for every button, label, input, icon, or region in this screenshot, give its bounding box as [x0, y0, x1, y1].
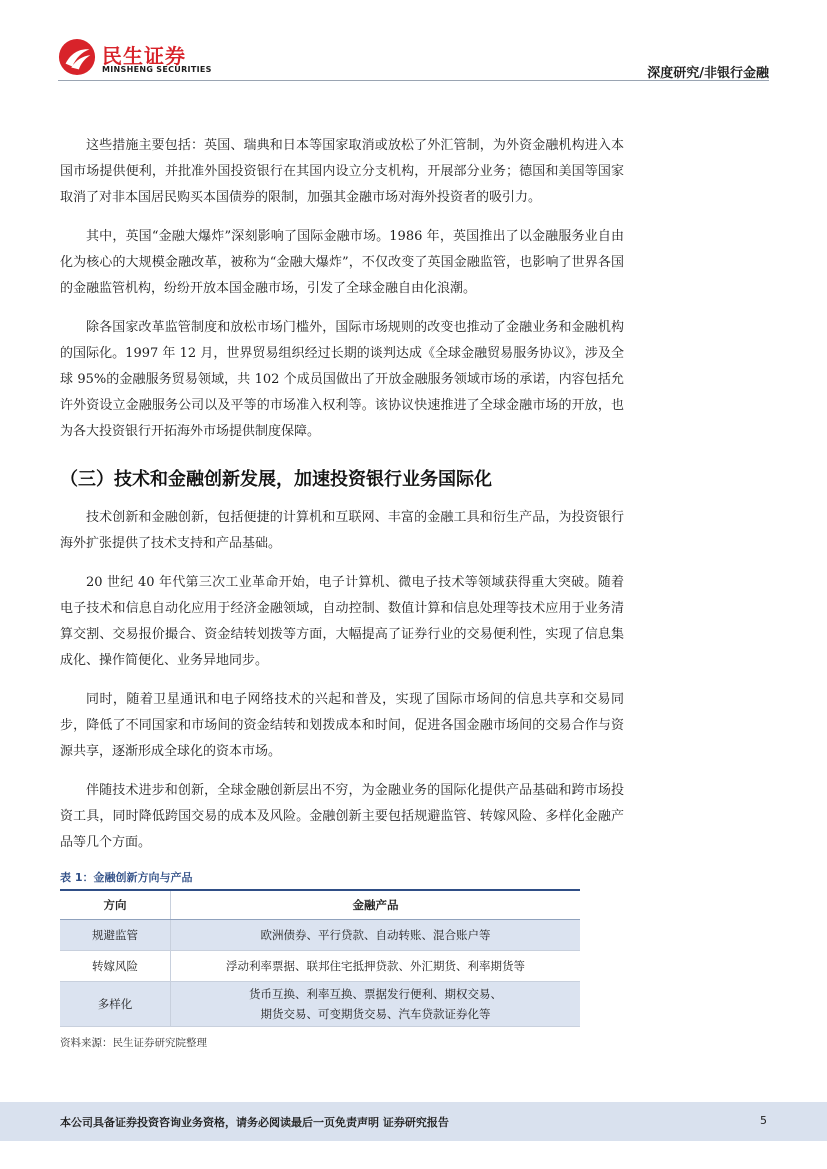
- products-line: 期货交易、可变期货交易、汽车贷款证券化等: [260, 1007, 491, 1021]
- direction-cell: 多样化: [60, 982, 171, 1027]
- table-row: [60, 920, 580, 951]
- report-body: [60, 133, 624, 1050]
- section-heading: （三）技术和金融创新发展，加速投资银行业务国际化: [60, 469, 492, 490]
- column-header-products: 金融产品: [171, 891, 581, 920]
- footer-disclaimer: 本公司具备证券投资咨询业务资格，请务必阅读最后一页免责声明 证券研究报告: [60, 1116, 449, 1129]
- table-header-row: [60, 891, 580, 920]
- logo-english-name: MINSHENG SECURITIES: [102, 65, 212, 74]
- column-header-direction: 方向: [60, 891, 171, 920]
- header-divider: [58, 80, 769, 81]
- paragraph: 除各国家改革监管制度和放松市场门槛外，国际市场规则的改变也推动了金融业务和金融机构的国际化。1997 年 12 月，世界贸易组织经过长期的谈判达成《全球金融贸易服务协议》，涉及全球 95%的金融服务贸易领域，共 102 个成员国做出了开放金融服务领域市场的承诺，内容包括允许外资设立金融服务公司以及平等的市场准入权利等。该协议快速推进了全球金融市场的开放，也为各大投资银行开拓海外市场提供制度保障。: [60, 320, 624, 439]
- products-line: 货币互换、利率互换、票据发行便利、期权交易、: [249, 987, 502, 1001]
- page-footer: [0, 1102, 827, 1141]
- paragraph: 伴随技术进步和创新，全球金融创新层出不穷，为金融业务的国际化提供产品基础和跨市场投资工具，同时降低跨国交易的成本及风险。金融创新主要包括规避监管、转嫁风险、多样化金融产品等几个方面。: [60, 783, 624, 850]
- table-source: 资料来源：民生证券研究院整理: [60, 1037, 207, 1049]
- page-header: [0, 0, 827, 82]
- report-category: 深度研究/非银行金融: [647, 66, 769, 81]
- table-title: 表 1：金融创新方向与产品: [60, 869, 580, 891]
- minsheng-logo-icon: [58, 38, 96, 76]
- paragraph: 其中，英国“金融大爆炸”深刻影响了国际金融市场。1986 年，英国推出了以金融服务业自由化为核心的大规模金融改革，被称为“金融大爆炸”，不仅改变了英国金融监管，也影响了世界各国的金融监管机构，纷纷开放本国金融市场，引发了全球金融自由化浪潮。: [60, 229, 624, 296]
- direction-cell: 规避监管: [60, 920, 171, 951]
- table-row: [60, 951, 580, 982]
- products-cell: [171, 982, 581, 1027]
- page-number: 5: [760, 1114, 767, 1127]
- logo-chinese-name: 民生证券: [102, 44, 186, 68]
- minsheng-logo: [58, 38, 212, 78]
- innovation-table: [60, 891, 580, 1027]
- products-cell: 欧洲债券、平行贷款、自动转账、混合账户等: [171, 920, 581, 951]
- direction-cell: 转嫁风险: [60, 951, 171, 982]
- paragraph: 这些措施主要包括：英国、瑞典和日本等国家取消或放松了外汇管制，为外资金融机构进入本国市场提供便利，并批准外国投资银行在其国内设立分支机构，开展部分业务；德国和美国等国家取消了对非本国居民购买本国债券的限制，加强其金融市场对海外投资者的吸引力。: [60, 138, 624, 205]
- products-cell: 浮动利率票据、联邦住宅抵押贷款、外汇期货、利率期货等: [171, 951, 581, 982]
- paragraph: 20 世纪 40 年代第三次工业革命开始，电子计算机、微电子技术等领域获得重大突破。随着电子技术和信息自动化应用于经济金融领域，自动控制、数值计算和信息处理等技术应用于业务清算交割、交易报价撮合、资金结转划拨等方面，大幅提高了证券行业的交易便利性，实现了信息集成化、操作简便化、业务异地同步。: [60, 575, 624, 668]
- paragraph: 技术创新和金融创新，包括便捷的计算机和互联网、丰富的金融工具和衍生产品，为投资银行海外扩张提供了技术支持和产品基础。: [60, 510, 624, 551]
- paragraph: 同时，随着卫星通讯和电子网络技术的兴起和普及，实现了国际市场间的信息共享和交易同步，降低了不同国家和市场间的资金结转和划拨成本和时间，促进各国金融市场间的交易合作与资源共享，逐渐形成全球化的资本市场。: [60, 692, 624, 759]
- table-row: [60, 982, 580, 1027]
